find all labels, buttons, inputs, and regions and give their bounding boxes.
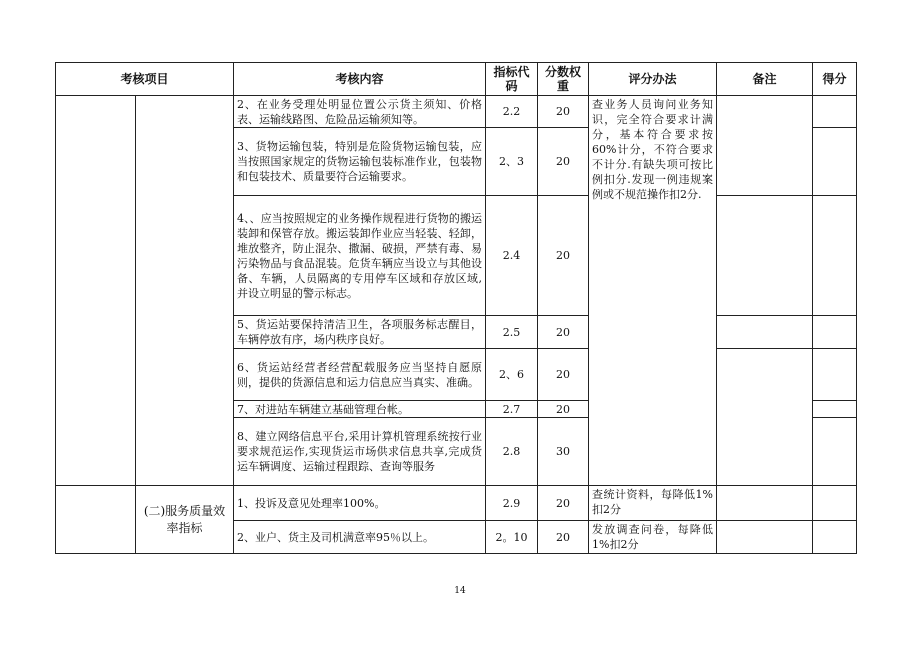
score-cell: 20 (538, 96, 589, 128)
content-cell: 1、投诉及意见处理率100%。 (234, 486, 486, 521)
content-cell: 7、对进站车辆建立基础管理台帐。 (234, 401, 486, 418)
item-cell (56, 96, 136, 486)
table-row (56, 486, 857, 521)
content-cell: 2、业户、货主及司机满意率95％以上。 (234, 521, 486, 554)
score-cell: 20 (538, 521, 589, 554)
score-cell: 20 (538, 401, 589, 418)
points-cell (813, 521, 857, 554)
code-cell: 2.7 (486, 401, 538, 418)
content-cell: 4、、应当按照规定的业务操作规程进行货物的搬运装卸和保管存放。搬运装卸作业应当轻装、轻卸，堆放整齐，防止混杂、撒漏、破损，严禁有毒、易污染物品与食品混装。危货车辆应当设立与其他设备、车辆，人员隔离的专用停车区域和存放区域,并设立明显的警示标志。 (234, 196, 486, 316)
code-cell: 2.8 (486, 418, 538, 486)
method-cell: 发放调查问卷，每降低1%扣2分 (589, 521, 717, 554)
content-cell: 6、货运站经营者经营配载服务应当坚持自愿原则，提供的货源信息和运力信息应当真实、准确。 (234, 349, 486, 401)
remark-cell (717, 521, 813, 554)
remark-cell (717, 349, 813, 486)
content-cell: 8、建立网络信息平台,采用计算机管理系统按行业要求规范运作,实现货运市场供求信息共享,完成货运车辆调度、运输过程跟踪、查询等服务 (234, 418, 486, 486)
subcategory-label: (二)服务质量效率指标 (136, 486, 234, 554)
score-cell: 20 (538, 349, 589, 401)
subitem-cell (136, 96, 234, 486)
points-cell (813, 486, 857, 521)
method-cell: 查业务人员询问业务知识，完全符合要求计满分，基本符合要求按60%计分，不符合要求不计分.有缺失项可按比例扣分.发现一例违规案例或不规范操作扣2分. (589, 96, 717, 486)
assessment-table (55, 62, 857, 554)
score-cell: 20 (538, 486, 589, 521)
code-cell: 2、6 (486, 349, 538, 401)
remark-cell (717, 196, 813, 316)
points-cell (813, 196, 857, 316)
header-points: 得分 (813, 63, 857, 96)
header-remark: 备注 (717, 63, 813, 96)
points-cell (813, 316, 857, 349)
header-row (56, 63, 857, 96)
content-cell: 3、货物运输包装，特别是危险货物运输包装，应当按照国家规定的货物运输包装标准作业，包装物和包装技术、质量要符合运输要求。 (234, 128, 486, 196)
code-cell: 2。10 (486, 521, 538, 554)
table-row (56, 96, 857, 128)
points-cell (813, 349, 857, 401)
header-content: 考核内容 (234, 63, 486, 96)
score-cell: 20 (538, 196, 589, 316)
header-item: 考核项目 (56, 63, 234, 96)
score-cell: 30 (538, 418, 589, 486)
method-cell: 查统计资料，每降低1%扣2分 (589, 486, 717, 521)
score-cell: 20 (538, 128, 589, 196)
content-cell: 2、在业务受理处明显位置公示货主须知、价格表、运输线路图、危险品运输须知等。 (234, 96, 486, 128)
code-cell: 2、3 (486, 128, 538, 196)
code-cell: 2.2 (486, 96, 538, 128)
points-cell (813, 128, 857, 196)
content-cell: 5、货运站要保持清洁卫生，各项服务标志醒目，车辆停放有序，场内秩序良好。 (234, 316, 486, 349)
points-cell (813, 96, 857, 128)
header-method: 评分办法 (589, 63, 717, 96)
header-score: 分数权重 (538, 63, 589, 96)
remark-cell (717, 316, 813, 349)
remark-cell (717, 96, 813, 196)
points-cell (813, 418, 857, 486)
code-cell: 2.5 (486, 316, 538, 349)
code-cell: 2.4 (486, 196, 538, 316)
points-cell (813, 401, 857, 418)
code-cell: 2.9 (486, 486, 538, 521)
header-code: 指标代码 (486, 63, 538, 96)
remark-cell (717, 486, 813, 521)
page-number: 14 (454, 586, 466, 596)
score-cell: 20 (538, 316, 589, 349)
item-cell (56, 486, 136, 554)
